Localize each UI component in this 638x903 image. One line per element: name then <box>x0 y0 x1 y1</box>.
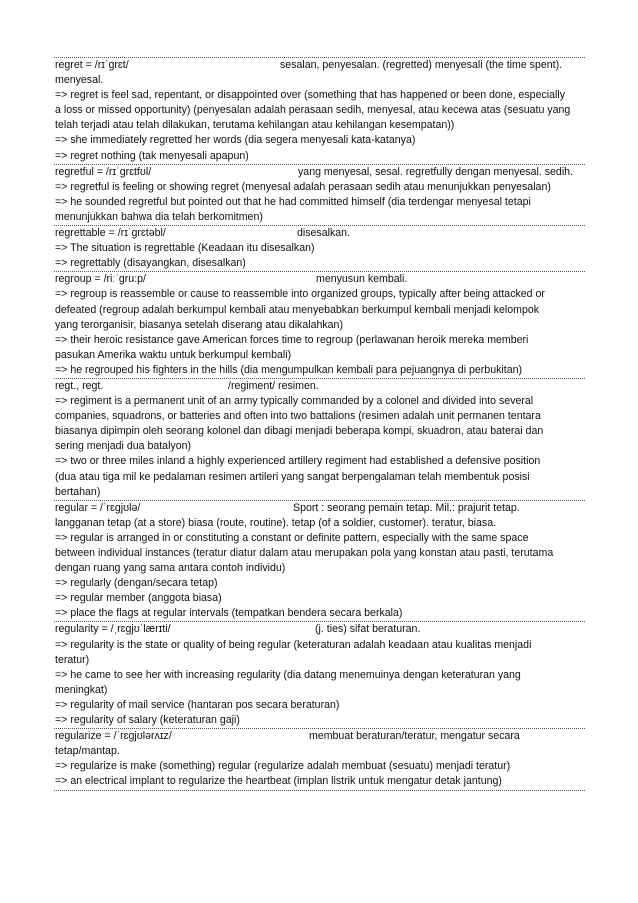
entry-line: => regularity is the state or quality of being regular (keteraturan adalah keadaan atau kualitas menjadi <box>55 638 532 651</box>
entry-line: biasanya dipimpin oleh seorang kolonel dan dibagi menjadi beberapa kompi, skuadron, atau baterai dan <box>55 425 544 438</box>
entry-line: => regiment is a permanent unit of an army typically commanded by a colonel and divided into several <box>55 395 534 408</box>
entry-line: meningkat) <box>55 683 108 696</box>
entry-regretful <box>54 164 585 225</box>
translation: (j. ties) sifat beraturan. <box>315 623 421 636</box>
entry-line: menyesal. <box>55 74 104 87</box>
translation: /regiment/ resimen. <box>228 379 319 392</box>
entry-line: langganan tetap (at a store) biasa (route, routine). tetap (of a soldier, customer). teratur, biasa. <box>55 516 497 529</box>
entry-head <box>55 58 584 73</box>
entry-head <box>55 622 584 637</box>
entry-line: => regularity of salary (keteraturan gaji) <box>55 714 240 727</box>
headword: regularize = /ˈrɛɡjʊlərʌɪz/ <box>55 730 172 743</box>
entry-line: bertahan) <box>55 485 101 498</box>
entry-line: between individual instances (teratur diatur dalam atau merupakan pola yang konstan atau pasti, terutama <box>55 547 554 559</box>
entry-regularity <box>54 621 585 728</box>
headword: regt., regt. <box>55 379 104 392</box>
entry-line: yang terorganisir, biasanya setelah diserang atau dikalahkan) <box>55 318 343 331</box>
entry-line: teratur) <box>55 653 90 666</box>
entry-regt <box>54 378 585 500</box>
entry-head <box>55 501 584 516</box>
headword: regretful = /rɪˈɡrɛtfʊl/ <box>55 165 152 178</box>
entry-head <box>55 226 584 241</box>
entry-line: pasukan Amerika waktu untuk berkumpul kembali) <box>55 348 292 361</box>
translation: disesalkan. <box>297 227 350 240</box>
entry-line: => two or three miles inland a highly experienced artillery regiment had established a defensive position <box>55 455 541 468</box>
dictionary-document <box>54 57 585 791</box>
translation: menyusun kembali. <box>316 273 408 286</box>
translation: Sport : seorang pemain tetap. Mil.: prajurit tetap. <box>293 501 520 514</box>
entry-line: => an electrical implant to regularize the heartbeat (implan listrik untuk mengatur detak jantung) <box>55 775 502 788</box>
entry-line: (dua atau tiga mil ke pedalaman resimen artileri yang sangat berpengalaman telah membentuk posisi <box>55 470 530 483</box>
headword: regret = /rɪˈɡrɛt/ <box>55 59 129 71</box>
entry-head <box>55 379 584 394</box>
entry-line: sering menjadi dua batalyon) <box>55 440 192 453</box>
entry-line: => regularize is make (something) regular (regularize adalah membuat (sesuatu) menjadi teratur) <box>55 760 511 773</box>
entry-line: => he regrouped his fighters in the hills (dia mengumpulkan kembali para pejuangnya di perbukitan) <box>55 363 522 376</box>
entry-line: => he came to see her with increasing regularity (dia datang menemuinya dengan keteraturan yang <box>55 668 521 681</box>
entry-regular <box>54 500 585 622</box>
translation: sesalan, penyesalan. (regretted) menyesali (the time spent). <box>280 59 563 71</box>
headword: regrettable = /rɪˈɡrɛtəbl/ <box>55 227 166 240</box>
entry-line: => he sounded regretful but pointed out that he had committed himself (dia terdengar menyesal tetapi <box>55 195 531 208</box>
entry-line: => regrettably (disayangkan, disesalkan) <box>55 257 246 270</box>
translation: yang menyesal, sesal. regretfully dengan menyesal. sedih. <box>298 165 574 178</box>
entry-line: defeated (regroup adalah berkumpul kembali atau menyebabkan berkumpul kembali menjadi kelompok <box>55 303 540 316</box>
entry-regroup <box>54 271 585 378</box>
entry-line: => The situation is regrettable (Keadaan itu disesalkan) <box>55 242 315 255</box>
entry-line: => regularly (dengan/secara tetap) <box>55 577 218 590</box>
headword: regroup = /riːˈɡruːp/ <box>55 273 146 286</box>
entry-line: => regretful is feeling or showing regret (menyesal adalah perasaan sedih atau menunjukkan penyesalan) <box>55 180 551 193</box>
entry-line: dengan ruang yang sama antara contoh individu) <box>55 562 286 575</box>
headword: regular = /ˈrɛɡjʊlə/ <box>55 501 141 514</box>
entry-line: telah terjadi atau telah dilakukan, terutama kehilangan atau kehilangan kesempatan)) <box>55 119 455 132</box>
entry-line: a loss or missed opportunity) (penyesalan adalah perasaan sedih, menyesal, atau kecewa atas (sesuatu yang <box>55 104 571 117</box>
entry-line: tetap/mantap. <box>55 745 120 758</box>
entry-line: => regroup is reassemble or cause to reassemble into organized groups, typically after being attacked or <box>55 288 545 301</box>
entry-line: => she immediately regretted her words (dia segera menyesali kata-katanya) <box>55 134 416 147</box>
entry-regrettable <box>54 225 585 271</box>
entry-regret <box>54 57 585 164</box>
entry-head <box>55 165 584 180</box>
entry-line: menunjukkan bahwa dia telah berkomitmen) <box>55 210 263 223</box>
entry-head <box>55 729 584 744</box>
headword: regularity = /ˌrɛɡjʊˈlærɪti/ <box>55 623 171 636</box>
entry-head <box>55 272 584 287</box>
entry-regularize <box>54 728 585 790</box>
entry-line: => regular member (anggota biasa) <box>55 592 222 605</box>
entry-line: => place the flags at regular intervals (tempatkan bendera secara berkala) <box>55 607 403 620</box>
entry-line: => regret is feel sad, repentant, or disappointed over (something that has happened or been done, especially <box>55 89 566 102</box>
entry-line: companies, squadrons, or batteries and often into two battalions (resimen adalah unit permanen tentara <box>55 410 541 423</box>
entry-line: => regret nothing (tak menyesali apapun) <box>55 149 249 162</box>
entry-line: => their heroic resistance gave American forces time to regroup (perlawanan heroik mereka memberi <box>55 333 529 346</box>
entry-line: => regular is arranged in or constituting a constant or definite pattern, especially with the same space <box>55 531 529 544</box>
translation: membuat beraturan/teratur, mengatur secara <box>309 730 520 743</box>
entry-line: => regularity of mail service (hantaran pos secara beraturan) <box>55 698 340 711</box>
